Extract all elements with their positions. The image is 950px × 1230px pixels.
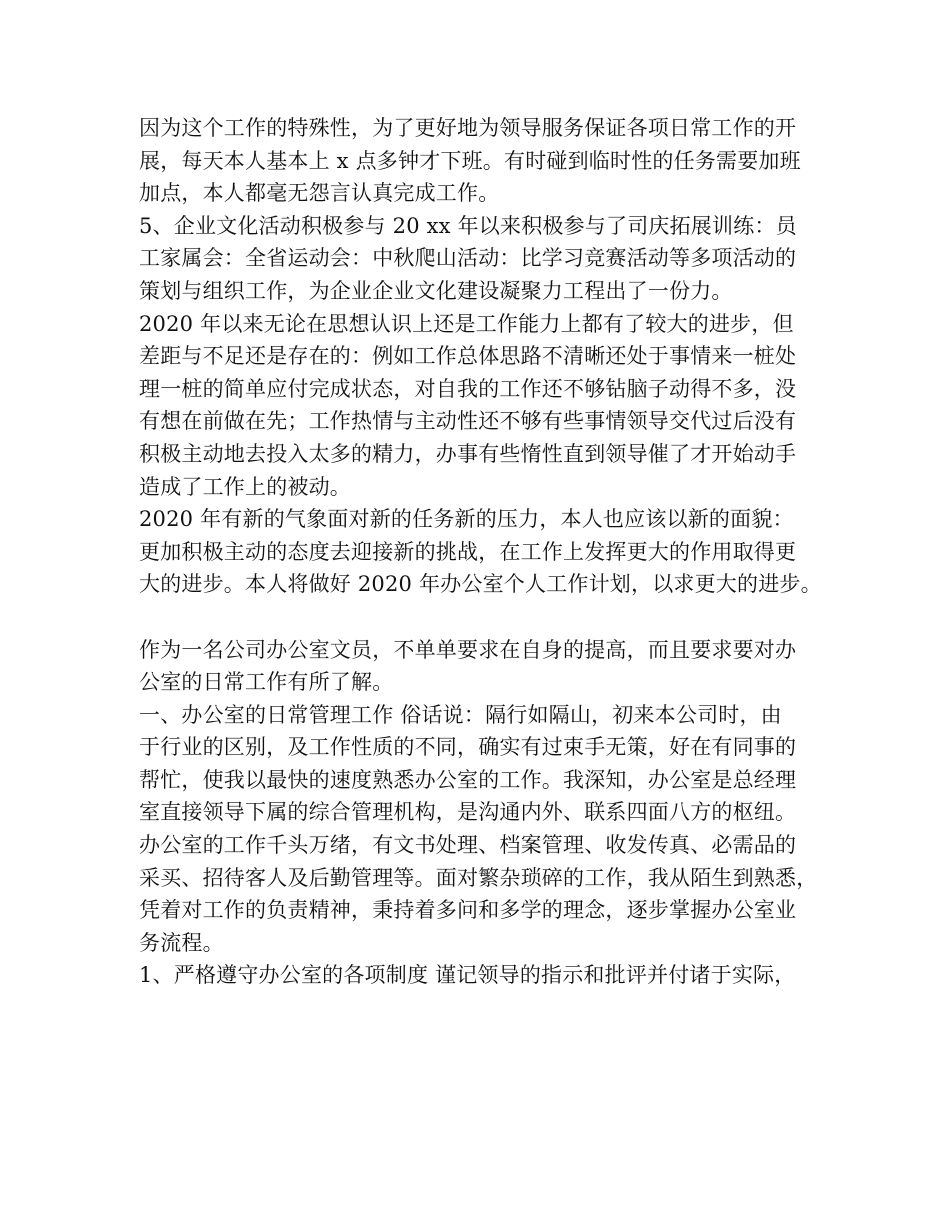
text-line: 加点，本人都毫无怨言认真完成工作。 xyxy=(139,181,500,206)
text-line: 工家属会：全省运动会：中秋爬山活动：比学习竞赛活动等多项活动的 xyxy=(139,246,797,271)
text-line: 更加积极主动的态度去迎接新的挑战，在工作上发挥更大的作用取得更 xyxy=(139,539,797,564)
text-line: 策划与组织工作，为企业企业文化建设凝聚力工程出了一份力。 xyxy=(139,278,733,303)
text-line: 采买、招待客人及后勤管理等。面对繁杂琐碎的工作，我从陌生到熟悉， xyxy=(139,865,818,890)
text-line: 因为这个工作的特殊性，为了更好地为领导服务保证各项日常工作的开 xyxy=(139,116,797,140)
text-line: 办公室的工作千头万绪，有文书处理、档案管理、收发传真、必需品的 xyxy=(139,833,797,858)
text-line: 凭着对工作的负责精神，秉持着多问和多学的理念，逐步掌握办公室业 xyxy=(139,898,797,923)
text-line: 公室的日常工作有所了解。 xyxy=(139,670,394,695)
text-line: 于行业的区别，及工作性质的不同，确实有过束手无策，好在有同事的 xyxy=(139,735,797,760)
text-line: 大的进步。本人将做好 2020 年办公室个人工作计划，以求更大的进步。 xyxy=(139,572,822,597)
text-line: 务流程。 xyxy=(139,930,224,955)
text-line: 造成了工作上的被动。 xyxy=(139,474,351,499)
text-line: 展，每天本人基本上 x 点多钟才下班。有时碰到临时性的任务需要加班 xyxy=(139,148,801,173)
text-line: 作为一名公司办公室文员，不单单要求在自身的提高，而且要求要对办 xyxy=(139,637,797,662)
text-line: 有想在前做在先；工作热情与主动性还不够有些事情领导交代过后没有 xyxy=(139,409,797,434)
text-line: 2020 年有新的气象面对新的任务新的压力，本人也应该以新的面貌： xyxy=(139,507,794,532)
text-line: 室直接领导下属的综合管理机构，是沟通内外、联系四面八方的枢纽。 xyxy=(139,800,797,825)
document-body xyxy=(139,112,829,992)
text-line: 差距与不足还是存在的：例如工作总体思路不清晰还处于事情来一桩处 xyxy=(139,344,797,369)
paragraph-gap xyxy=(139,601,829,634)
text-line: 积极主动地去投入太多的精力，办事有些惰性直到领导催了才开始动手 xyxy=(139,441,797,466)
text-line: 5、企业文化活动积极参与 20 xx 年以来积极参与了司庆拓展训练：员 xyxy=(139,213,797,238)
text-line: 1、严格遵守办公室的各项制度 谨记领导的指示和批评并付诸于实际， xyxy=(139,963,796,988)
text-line: 2020 年以来无论在思想认识上还是工作能力上都有了较大的进步，但 xyxy=(139,311,794,336)
text-line: 帮忙，使我以最快的速度熟悉办公室的工作。我深知，办公室是总经理 xyxy=(139,767,797,792)
text-line: 一、办公室的日常管理工作 俗话说：隔行如隔山，初来本公司时，由 xyxy=(139,702,782,727)
text-line: 理一桩的简单应付完成状态，对自我的工作还不够钻脑子动得不多，没 xyxy=(139,376,797,401)
